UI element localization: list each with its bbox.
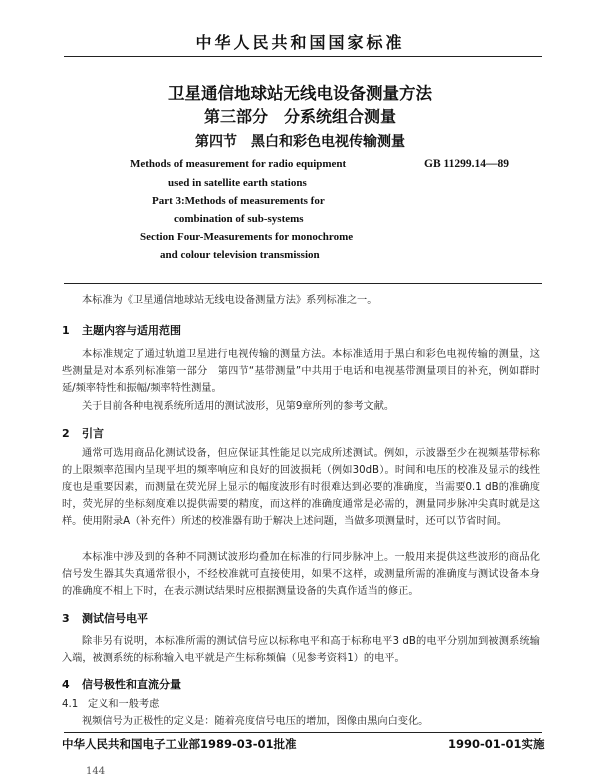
standard-number: GB 11299.14—89: [424, 158, 509, 170]
part-title: 第三部分 分系统组合测量: [203, 107, 396, 126]
english-title-line-6: and colour television transmission: [160, 249, 320, 261]
section-1-title: 主题内容与适用范围: [82, 324, 181, 337]
section-2-number: 2: [62, 427, 70, 440]
section-4-heading: [62, 676, 181, 692]
section-3-number: 3: [62, 612, 70, 625]
subsection-4-1-number: 4.1: [62, 699, 79, 710]
english-title-line-3: Part 3:Methods of measurements for: [152, 195, 325, 207]
section-4-number: 4: [62, 678, 70, 691]
section-1-paragraph-1: 本标准规定了通过轨道卫星进行电视传输的测量方法。本标准适用于黑白和彩色电视传输的测量，这些测量是对本系列标准第一部分 第四节“基带测量”中共用于电话和电视基带测量项目的补充，例如群时延/频率特性和振幅/频率特性测量。: [62, 349, 540, 394]
footer-divider: [64, 732, 542, 733]
section-3-paragraph-1: 除非另有说明，本标准所需的测试信号应以标称电平和高于标称电平3 dB的电平分别加到被测系统输入端，被测系统的标称输入电平就是产生标称频偏（见参考资料1）的电平。: [62, 636, 540, 664]
subsection-4-1-paragraph: 视频信号为正极性的定义是：随着亮度信号电压的增加，图像由黑向白变化。: [82, 716, 429, 727]
section-2-paragraph-1: 通常可选用商品化测试设备，但应保证其性能足以完成所述测试。例如，示波器至少在视频基带标称的上限频率范围内呈现平坦的频率响应和良好的回波损耗（例如30dB）。时间和电压的校准及显示的线性度也是重要因素，而测量在荧光屏上显示的幅度波形有时很难达到必要的准确度，当需要0.1 dB的准确度时，荧光屏的坐标刻度难以提供需要的精度，而这样的准确度通常是必需的，测量同步脉冲尖真时就是这样。使用附录A（补充件）所述的校准器有助于解决上述问题，当做多项测量时，还可以节省时间。: [62, 448, 540, 527]
subsection-4-1-title: 定义和一般考虑: [88, 699, 160, 710]
section-4-title: 信号极性和直流分量: [82, 678, 181, 691]
section-1-heading: [62, 322, 181, 338]
english-title-line-5: Section Four-Measurements for monochrome: [140, 231, 354, 243]
section-2-title: 引言: [82, 427, 104, 440]
section-title: 第四节 黑白和彩色电视传输测量: [195, 134, 405, 150]
english-title-line-1: Methods of measurement for radio equipment: [130, 158, 347, 170]
implementation-date: 1990-01-01实施: [448, 737, 545, 751]
section-3-title: 测试信号电平: [82, 612, 148, 625]
section-2-paragraph-2: 本标准中涉及到的各种不同测试波形均叠加在标准的行同步脉冲上。一般用来提供这些波形的商品化信号发生器其失真通常很小，不经校准就可直接使用，如果不这样，或测量所需的准确度与测试设备本身的准确度不相上下时，在表示测试结果时应根据测量设备的失真作适当的修正。: [62, 552, 540, 597]
approval-statement: 中华人民共和国电子工业部1989-03-01批准: [62, 737, 297, 751]
section-2-heading: [62, 425, 104, 441]
subsection-4-1-heading: [62, 696, 540, 713]
section-3-heading: [62, 610, 148, 626]
intro-paragraph: 本标准为《卫星通信地球站无线电设备测量方法》系列标准之一。: [82, 295, 378, 306]
page-number: 144: [86, 766, 106, 777]
title-divider: [64, 283, 542, 284]
english-title-line-4: combination of sub-systems: [174, 213, 304, 225]
section-1-paragraph-2: 关于目前各种电视系统所适用的测试波形，见第9章所列的参考文献。: [82, 401, 395, 412]
section-1-number: 1: [62, 324, 70, 337]
standard-header-title: 中华人民共和国国家标准: [195, 33, 405, 52]
english-title-line-2: used in satellite earth stations: [168, 177, 307, 189]
header-divider: [64, 56, 542, 57]
main-title: 卫星通信地球站无线电设备测量方法: [168, 84, 432, 103]
